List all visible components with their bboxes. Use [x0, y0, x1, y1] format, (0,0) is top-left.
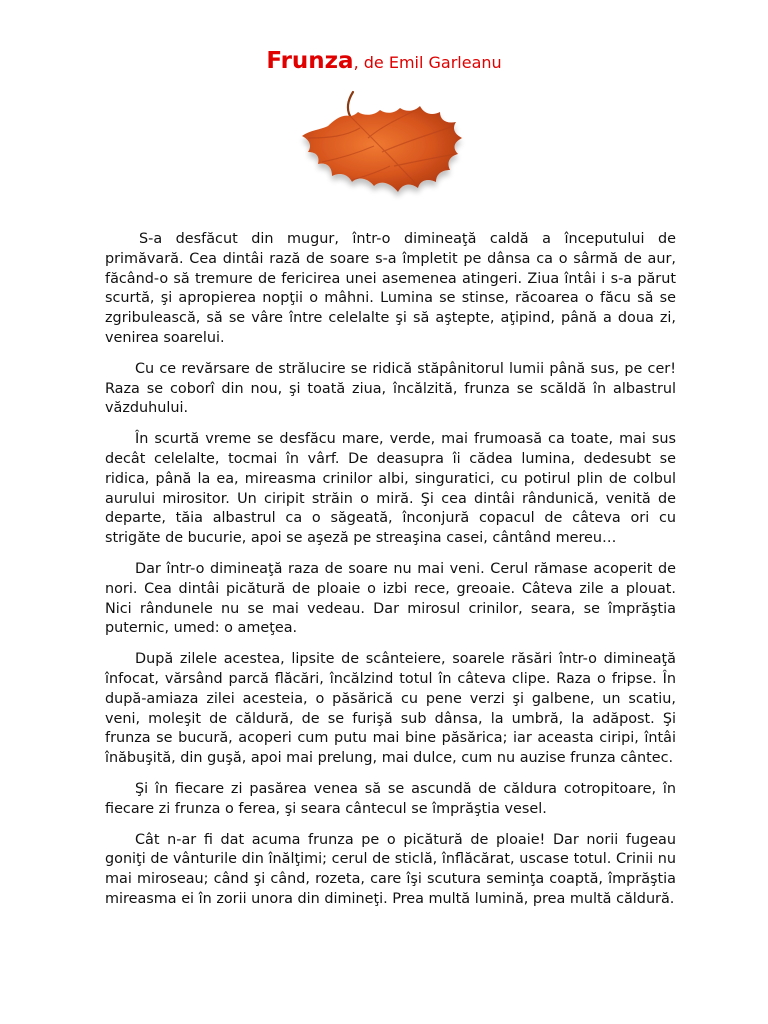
- paragraph: S-a desfăcut din mugur, într-o dimineaţă caldă a începutului de primăvară. Cea dintâi rază de soare s-a împletit pe dânsa ca o sârmă de aur, făcând-o să tremure de fericirea unei asemenea atingeri. Ziua întâi i s-a părut scurtă, şi apropierea nopţii o mâhni. Lumina se stinse, răcoarea o făcu să se zgribulească, să se vâre între celelalte şi să aştepte, aţipind, până a doua zi, venirea soarelui.: [105, 231, 676, 346]
- paragraph: Dar într-o dimineaţă raza de soare nu mai veni. Cerul rămase acoperit de nori. Cea dintâi picătură de ploaie o izbi rece, greoaie. Câteva zile a plouat. Nici rândunele nu se mai vedeau. Dar mirosul crinilor, seara, se împrăştia puternic, umed: o ameţea.: [105, 560, 676, 637]
- title-main: Frunza: [266, 48, 354, 74]
- paragraph: Cu ce revărsare de strălucire se ridică stăpânitorul lumii până sus, pe cer! Raza se coborî din nou, şi toată ziua, încălzită, frunza se scăldă în albastrul văzduhului.: [105, 360, 676, 417]
- story-text: [105, 230, 676, 921]
- paragraph: În scurtă vreme se desfăcu mare, verde, mai frumoasă ca toate, mai sus decât celelalte, tocmai în vârf. De deasupra îi cădea lumina, dedesubt se ridica, până la ea, mireasma crinilor albi, singuratici, cu potirul plin de colbul aurului mirositor. Un ciripit străin o miră. Şi cea dintâi rândunică, venită de departe, tăia albastrul ca o săgeată, înconjură copacul de câteva ori cu strigăte de bucurie, apoi se aşeză pe streaşina casei, cântând mereu…: [105, 431, 676, 547]
- paragraph: Cât n-ar fi dat acuma frunza pe o picătură de ploaie! Dar norii fugeau goniţi de vânturile din înălţimi; cerul de sticlă, înflăcărat, uscase totul. Crinii nu mai miroseau; când şi când, rozeta, care îşi scutura seminţa coaptă, împrăştia mireasma ei în zorii unora din dimineţi. Prea multă lumină, prea multă căldură.: [105, 831, 676, 907]
- title-byline: , de Emil Garleanu: [353, 53, 502, 72]
- autumn-leaf-icon: [290, 86, 480, 216]
- page-title: [0, 44, 768, 76]
- paragraph: După zilele acestea, lipsite de scânteiere, soarele răsări într-o dimineaţă înfocat, vărsând parcă flăcări, încălzind totul în câteva clipe. Raza o fripse. În după-amiaza zilei acesteia, o păsărică cu pene verzi şi galbene, un scatiu, veni, moleşit de căldură, de se furişă sub dânsa, la umbră, la adăpost. Şi frunza se bucură, acoperi cum putu mai bine păsărica; iar aceasta ciripi, întâi înăbuşită, din guşă, apoi mai prelung, mai dulce, cum nu auzise frunza cântec.: [105, 651, 676, 767]
- paragraph: Şi în fiecare zi pasărea venea să se ascundă de căldura cotropitoare, în fiecare zi frunza o ferea, şi seara cântecul se împrăştia vesel.: [105, 780, 676, 817]
